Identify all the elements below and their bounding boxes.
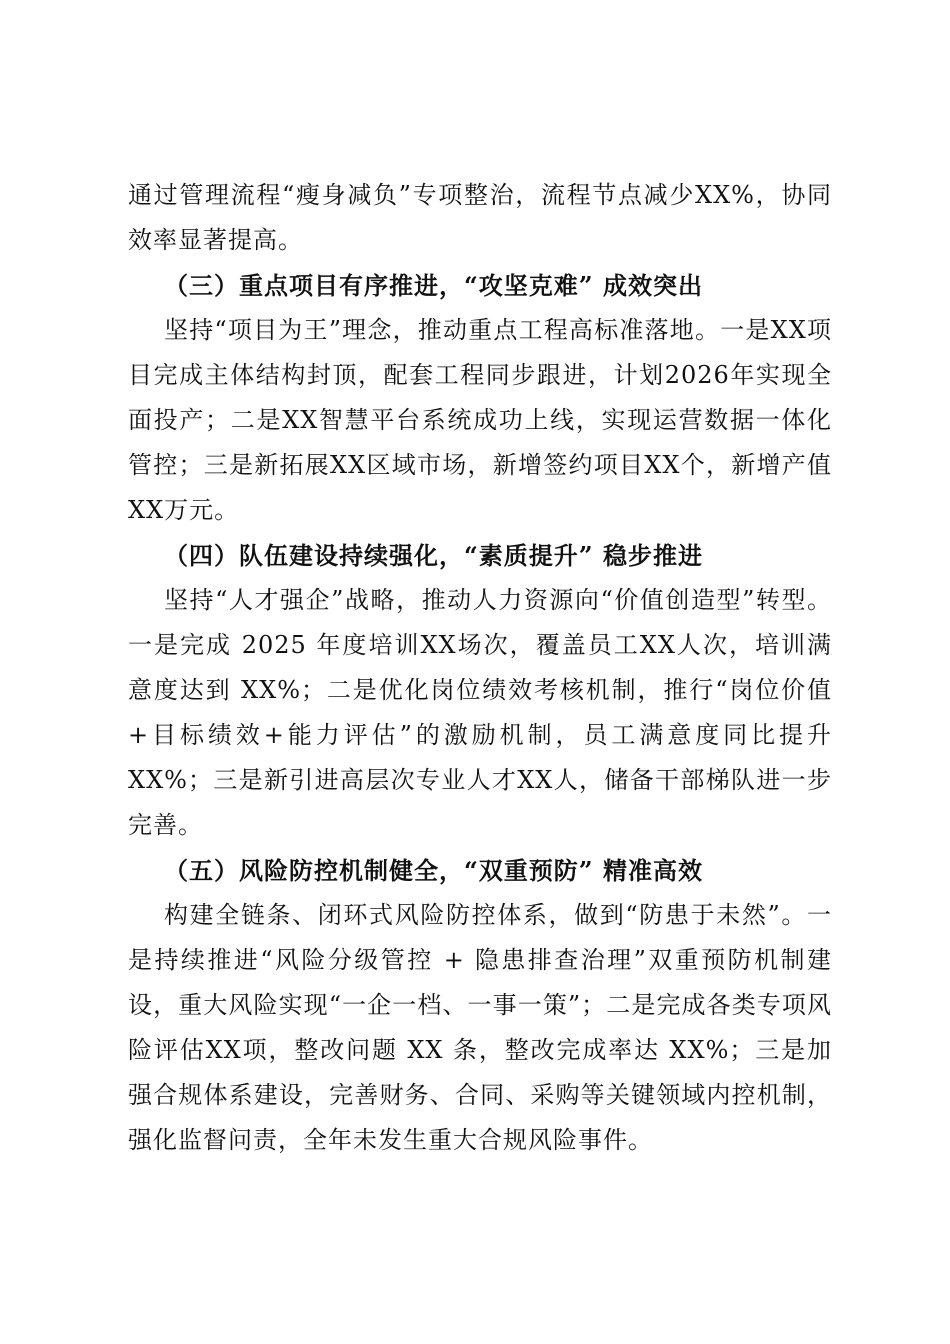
intro-paragraph: 通过管理流程“瘦身减负”专项整治，流程节点减少XX%，协同效率显著提高。 <box>128 181 832 254</box>
section-heading-four: （四）队伍建设持续强化，“素质提升” 稳步推进 <box>164 541 703 570</box>
section-body-five: 构建全链条、闭环式风险防控体系，做到“防患于未然”。一是持续推进“风险分级管控 + 隐患排查治理”双重预防机制建设，重大风险实现“一企一档、一事一策”；二是完成各类专项风险评估XX项，整改问题 XX 条，整改完成率达 XX%；三是加强合规体系建设，完善财务、合同、采购等关键领域内控机制，强化监督问责，全年未发生重大合规风险事件。 <box>128 901 832 1154</box>
section-heading-three: （三）重点项目有序推进，“攻坚克难” 成效突出 <box>164 271 703 300</box>
section-heading-five: （五）风险防控机制健全，“双重预防” 精准高效 <box>164 856 703 885</box>
document-body <box>128 173 832 1163</box>
section-body-three: 坚持“项目为王”理念，推动重点工程高标准落地。一是XX项目完成主体结构封顶，配套工程同步跟进，计划2026年实现全面投产；二是XX智慧平台系统成功上线，实现运营数据一体化管控；三是新拓展XX区域市场，新增签约项目XX个，新增产值XX万元。 <box>128 316 832 524</box>
section-body-four: 坚持“人才强企”战略，推动人力资源向“价值创造型”转型。一是完成 2025 年度培训XX场次，覆盖员工XX人次，培训满意度达到 XX%；二是优化岗位绩效考核机制，推行“岗位价值+目标绩效+能力评估”的激励机制，员工满意度同比提升XX%；三是新引进高层次专业人才XX人，储备干部梯队进一步完善。 <box>128 586 832 839</box>
